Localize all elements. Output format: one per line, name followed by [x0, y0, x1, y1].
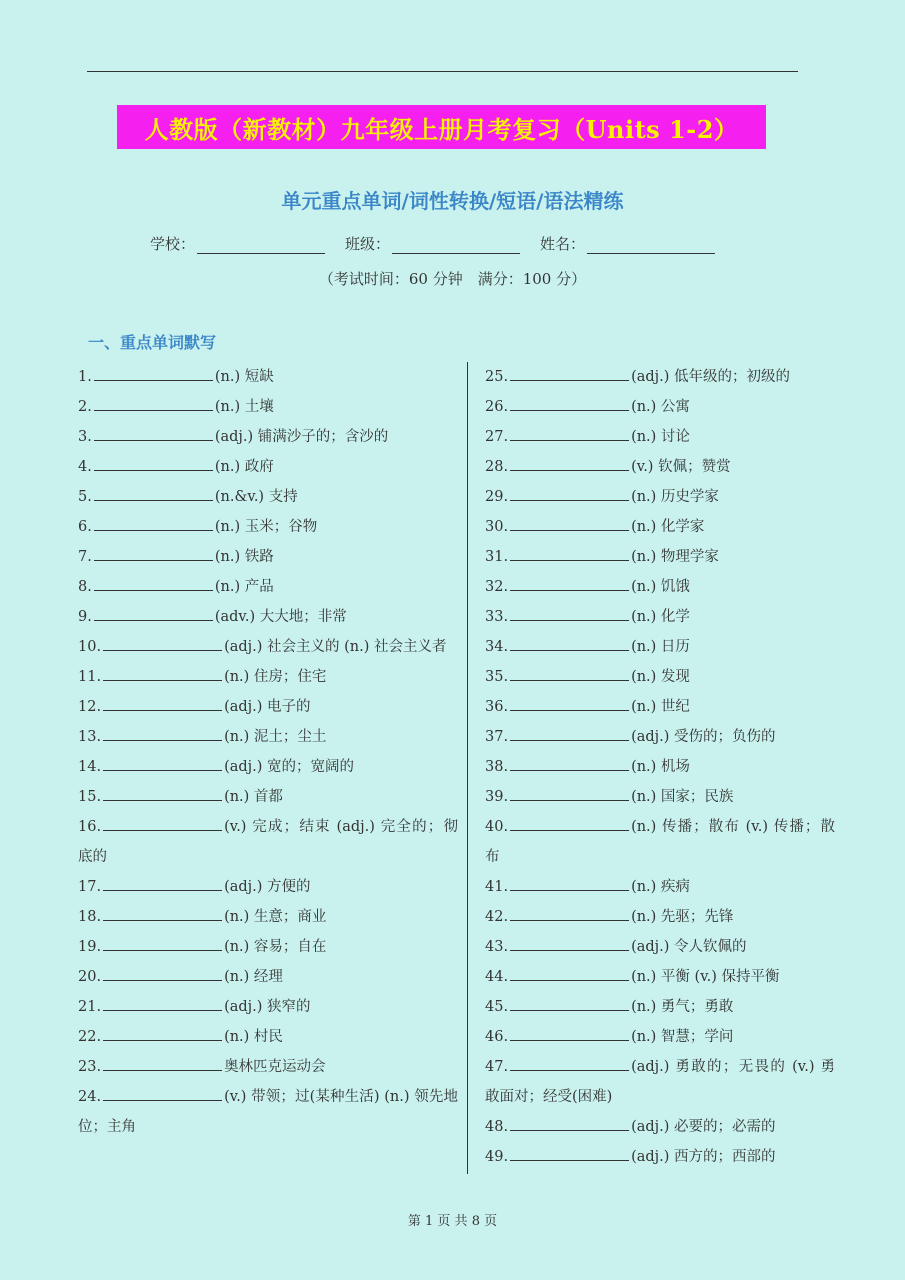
answer-blank[interactable] — [510, 1114, 629, 1131]
item-number: 37. — [485, 729, 509, 745]
name-blank[interactable] — [587, 235, 715, 254]
answer-blank[interactable] — [103, 904, 222, 921]
left-column — [78, 362, 458, 1142]
item-definition: (v.) 带领；过(某种生活) (n.) 领先地位；主角 — [78, 1089, 458, 1135]
item-definition: (adj.) 令人钦佩的 — [631, 939, 747, 955]
vocab-item — [485, 722, 835, 752]
item-number: 45. — [485, 999, 509, 1015]
vocab-item — [485, 812, 835, 872]
exam-meta: （考试时间：60 分钟 满分：100 分） — [318, 270, 587, 288]
school-field[interactable] — [150, 233, 325, 254]
answer-blank[interactable] — [510, 604, 629, 621]
item-definition: (n.) 疾病 — [631, 879, 690, 895]
vocab-item — [485, 602, 835, 632]
item-number: 1. — [78, 369, 92, 385]
vocab-item — [78, 392, 458, 422]
item-number: 16. — [78, 819, 102, 835]
answer-blank[interactable] — [103, 964, 222, 981]
item-definition: (n.) 历史学家 — [631, 489, 719, 505]
answer-blank[interactable] — [94, 544, 213, 561]
answer-blank[interactable] — [103, 724, 222, 741]
vocab-item — [78, 1052, 458, 1082]
vocab-item — [78, 872, 458, 902]
answer-blank[interactable] — [510, 814, 629, 831]
item-number: 22. — [78, 1029, 102, 1045]
item-definition: (n.) 玉米；谷物 — [214, 519, 318, 535]
answer-blank[interactable] — [510, 904, 629, 921]
vocab-item — [78, 542, 458, 572]
vocab-item — [485, 422, 835, 452]
vocab-item — [78, 512, 458, 542]
answer-blank[interactable] — [510, 424, 629, 441]
item-number: 20. — [78, 969, 102, 985]
item-definition: (n.) 饥饿 — [631, 579, 690, 595]
vocab-item — [485, 932, 835, 962]
item-definition: (n.) 泥土；尘土 — [224, 729, 327, 745]
answer-blank[interactable] — [103, 934, 222, 951]
item-number: 48. — [485, 1119, 509, 1135]
vocab-item — [78, 602, 458, 632]
item-number: 12. — [78, 699, 102, 715]
class-field[interactable] — [345, 233, 520, 254]
item-definition: (n.) 机场 — [631, 759, 690, 775]
item-definition: (n.) 国家；民族 — [631, 789, 734, 805]
column-divider — [467, 362, 468, 1174]
vocab-item — [485, 362, 835, 392]
answer-blank[interactable] — [510, 754, 629, 771]
vocab-item — [485, 872, 835, 902]
item-definition: (n.) 讨论 — [631, 429, 690, 445]
item-number: 26. — [485, 399, 509, 415]
vocab-item — [78, 1022, 458, 1052]
vocab-item — [78, 902, 458, 932]
answer-blank[interactable] — [103, 1084, 222, 1101]
item-definition: (n.) 物理学家 — [631, 549, 719, 565]
school-label: 学校： — [150, 235, 196, 253]
vocab-item — [78, 992, 458, 1022]
item-number: 10. — [78, 639, 102, 655]
vocab-item — [485, 1142, 835, 1172]
item-number: 7. — [78, 549, 92, 565]
item-number: 34. — [485, 639, 509, 655]
vocab-item — [485, 1112, 835, 1142]
item-number: 32. — [485, 579, 509, 595]
answer-blank[interactable] — [510, 994, 629, 1011]
vocab-item — [485, 572, 835, 602]
item-definition: (n.) 日历 — [631, 639, 690, 655]
item-number: 24. — [78, 1089, 102, 1105]
item-definition: (v.) 钦佩；赞赏 — [631, 459, 731, 475]
item-definition: (n.) 平衡 (v.) 保持平衡 — [631, 969, 780, 985]
vocab-item — [485, 692, 835, 722]
item-number: 42. — [485, 909, 509, 925]
answer-blank[interactable] — [510, 1144, 629, 1161]
vocab-item — [78, 632, 458, 662]
vocab-item — [485, 782, 835, 812]
answer-blank[interactable] — [94, 574, 213, 591]
item-number: 21. — [78, 999, 102, 1015]
vocab-item — [78, 572, 458, 602]
answer-blank[interactable] — [510, 514, 629, 531]
item-definition: (adv.) 大大地；非常 — [214, 609, 347, 625]
answer-blank[interactable] — [510, 934, 629, 951]
item-definition: (n.) 发现 — [631, 669, 690, 685]
item-number: 23. — [78, 1059, 102, 1075]
answer-blank[interactable] — [103, 664, 222, 681]
vocab-item — [78, 752, 458, 782]
answer-blank[interactable] — [103, 814, 222, 831]
student-info-row — [150, 233, 715, 254]
vocab-item — [78, 662, 458, 692]
item-definition: (n.) 短缺 — [214, 369, 274, 385]
item-definition: (n.) 化学 — [631, 609, 690, 625]
vocab-item — [485, 452, 835, 482]
vocab-item — [78, 962, 458, 992]
item-number: 27. — [485, 429, 509, 445]
item-definition: (adj.) 勇敢的；无畏的 (v.) 勇敢面对；经受(困难) — [485, 1059, 835, 1105]
vocab-item — [485, 902, 835, 932]
answer-blank[interactable] — [94, 454, 213, 471]
item-number: 49. — [485, 1149, 509, 1165]
vocab-item — [485, 662, 835, 692]
item-number: 17. — [78, 879, 102, 895]
item-definition: (n.) 传播；散布 (v.) 传播；散布 — [485, 819, 835, 865]
item-number: 31. — [485, 549, 509, 565]
item-number: 13. — [78, 729, 102, 745]
item-number: 36. — [485, 699, 509, 715]
item-definition: (adj.) 铺满沙子的；含沙的 — [214, 429, 389, 445]
school-blank[interactable] — [197, 235, 325, 254]
answer-blank[interactable] — [510, 454, 629, 471]
item-number: 30. — [485, 519, 509, 535]
class-blank[interactable] — [392, 235, 520, 254]
item-number: 39. — [485, 789, 509, 805]
answer-blank[interactable] — [510, 394, 629, 411]
item-definition: (adj.) 受伤的；负伤的 — [631, 729, 776, 745]
vocab-item — [485, 632, 835, 662]
item-definition: (n.) 产品 — [214, 579, 274, 595]
vocab-item — [78, 422, 458, 452]
item-definition: (n.) 土壤 — [214, 399, 274, 415]
item-definition: (adj.) 方便的 — [224, 879, 311, 895]
answer-blank[interactable] — [94, 424, 213, 441]
item-definition: (n.) 政府 — [214, 459, 274, 475]
item-definition: (n.) 化学家 — [631, 519, 705, 535]
answer-blank[interactable] — [103, 694, 222, 711]
item-number: 40. — [485, 819, 509, 835]
item-number: 38. — [485, 759, 509, 775]
answer-blank[interactable] — [94, 514, 213, 531]
item-number: 4. — [78, 459, 92, 475]
item-number: 18. — [78, 909, 102, 925]
vocab-item — [485, 1022, 835, 1052]
answer-blank[interactable] — [103, 784, 222, 801]
item-number: 29. — [485, 489, 509, 505]
vocab-item — [485, 512, 835, 542]
item-definition: (n.) 公寓 — [631, 399, 690, 415]
name-label: 姓名： — [540, 235, 586, 253]
vocab-item — [78, 452, 458, 482]
answer-blank[interactable] — [103, 1024, 222, 1041]
vocab-item — [485, 1052, 835, 1112]
item-definition: (v.) 完成；结束 (adj.) 完全的；彻底的 — [78, 819, 458, 865]
answer-blank[interactable] — [510, 484, 629, 501]
vocab-item — [485, 392, 835, 422]
name-field[interactable] — [540, 233, 715, 254]
answer-blank[interactable] — [510, 574, 629, 591]
answer-blank[interactable] — [510, 634, 629, 651]
answer-blank[interactable] — [94, 394, 213, 411]
section-title: 一、重点单词默写 — [88, 333, 217, 352]
item-definition: (adj.) 电子的 — [224, 699, 311, 715]
vocab-item — [485, 752, 835, 782]
item-number: 46. — [485, 1029, 509, 1045]
vocab-item — [485, 992, 835, 1022]
item-number: 41. — [485, 879, 509, 895]
vocab-item — [78, 782, 458, 812]
answer-blank[interactable] — [510, 1054, 629, 1071]
page-title: 人教版（新教材）九年级上册月考复习（Units 1-2） — [117, 105, 766, 149]
item-number: 5. — [78, 489, 92, 505]
item-number: 9. — [78, 609, 92, 625]
vocab-item — [485, 542, 835, 572]
item-number: 15. — [78, 789, 102, 805]
item-number: 28. — [485, 459, 509, 475]
answer-blank[interactable] — [510, 364, 629, 381]
vocab-item — [78, 812, 458, 872]
item-definition: (n.) 容易；自在 — [224, 939, 327, 955]
vocab-item — [78, 482, 458, 512]
item-definition: (n.) 首都 — [224, 789, 283, 805]
item-definition: (n.) 勇气；勇敢 — [631, 999, 734, 1015]
page-subtitle: 单元重点单词/词性转换/短语/语法精练 — [281, 189, 624, 213]
answer-blank[interactable] — [94, 484, 213, 501]
item-definition: (adj.) 狭窄的 — [224, 999, 311, 1015]
item-number: 8. — [78, 579, 92, 595]
item-number: 47. — [485, 1059, 509, 1075]
item-number: 6. — [78, 519, 92, 535]
item-definition: (adj.) 必要的；必需的 — [631, 1119, 776, 1135]
vocab-item — [78, 722, 458, 752]
item-definition: (n.) 村民 — [224, 1029, 283, 1045]
answer-blank[interactable] — [510, 694, 629, 711]
answer-blank[interactable] — [94, 604, 213, 621]
page-footer: 第 1 页 共 8 页 — [407, 1214, 498, 1229]
answer-blank[interactable] — [510, 664, 629, 681]
answer-blank[interactable] — [510, 874, 629, 891]
vocab-item — [78, 692, 458, 722]
item-number: 33. — [485, 609, 509, 625]
item-definition: (n.) 铁路 — [214, 549, 274, 565]
item-number: 43. — [485, 939, 509, 955]
item-number: 44. — [485, 969, 509, 985]
item-definition: (n.) 先驱；先锋 — [631, 909, 734, 925]
item-number: 11. — [78, 669, 102, 685]
item-number: 2. — [78, 399, 92, 415]
answer-blank[interactable] — [510, 1024, 629, 1041]
vocab-item — [78, 1082, 458, 1142]
item-definition: (adj.) 西方的；西部的 — [631, 1149, 776, 1165]
item-definition: (n.) 世纪 — [631, 699, 690, 715]
item-definition: (n.&v.) 支持 — [214, 489, 298, 505]
answer-blank[interactable] — [103, 634, 222, 651]
vocab-item — [78, 362, 458, 392]
vocab-item — [485, 962, 835, 992]
answer-blank[interactable] — [103, 994, 222, 1011]
item-definition: (adj.) 低年级的；初级的 — [631, 369, 791, 385]
answer-blank[interactable] — [510, 724, 629, 741]
item-number: 35. — [485, 669, 509, 685]
answer-blank[interactable] — [103, 754, 222, 771]
answer-blank[interactable] — [103, 874, 222, 891]
item-number: 3. — [78, 429, 92, 445]
class-label: 班级： — [345, 235, 391, 253]
answer-blank[interactable] — [510, 544, 629, 561]
item-definition: (n.) 生意；商业 — [224, 909, 327, 925]
header-rule — [87, 71, 798, 72]
answer-blank[interactable] — [510, 784, 629, 801]
answer-blank[interactable] — [103, 1054, 222, 1071]
item-definition: (n.) 智慧；学问 — [631, 1029, 734, 1045]
item-number: 25. — [485, 369, 509, 385]
item-definition: (adj.) 社会主义的 (n.) 社会主义者 — [224, 639, 447, 655]
right-column — [485, 362, 835, 1172]
item-definition: (n.) 住房；住宅 — [224, 669, 327, 685]
answer-blank[interactable] — [94, 364, 213, 381]
vocab-item — [78, 932, 458, 962]
item-definition: 奥林匹克运动会 — [224, 1059, 326, 1075]
answer-blank[interactable] — [510, 964, 629, 981]
item-definition: (adj.) 宽的；宽阔的 — [224, 759, 355, 775]
item-definition: (n.) 经理 — [224, 969, 283, 985]
item-number: 14. — [78, 759, 102, 775]
vocab-item — [485, 482, 835, 512]
item-number: 19. — [78, 939, 102, 955]
